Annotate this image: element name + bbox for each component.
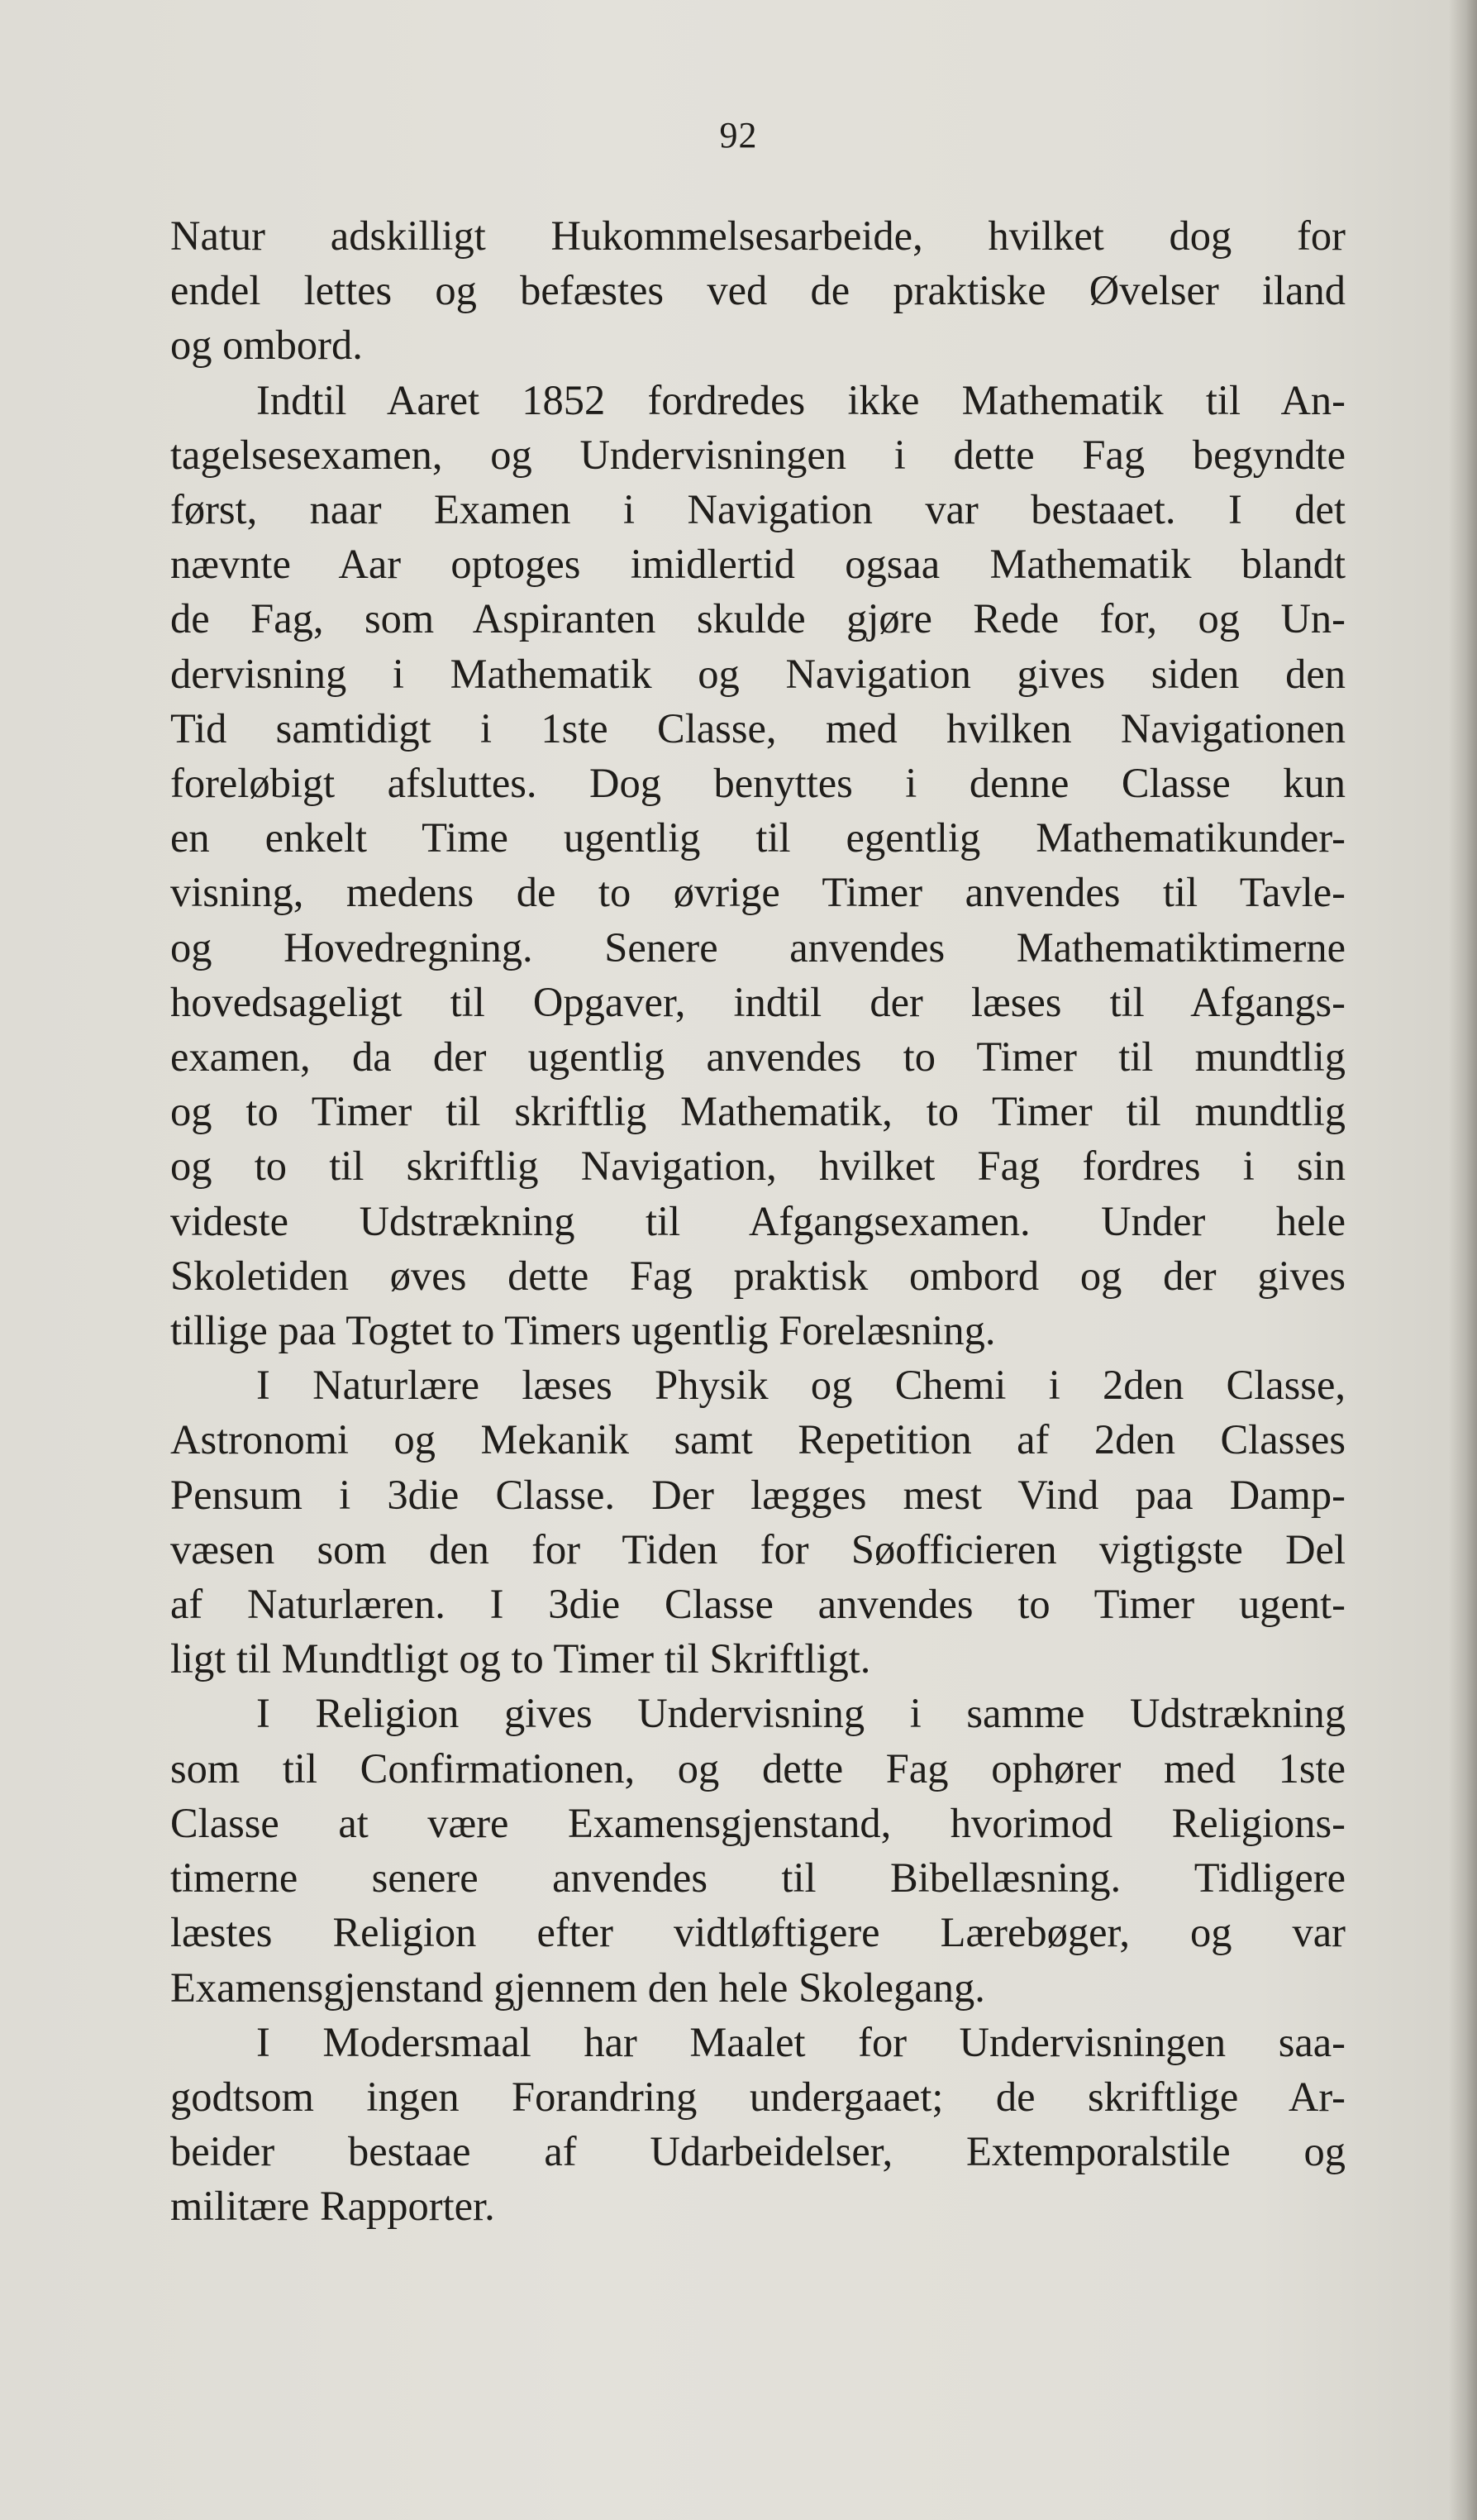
text-line: examen, da der ugentlig anvendes to Timer til mundtlig <box>170 1033 1346 1081</box>
text-line: først, naar Examen i Navigation var bestaaet. I det <box>170 486 1346 533</box>
text-line: af Naturlæren. I 3die Classe anvendes to Timer ugent- <box>170 1581 1346 1628</box>
text-line: endel lettes og befæstes ved de praktiske Øvelser iland <box>170 267 1346 314</box>
text-line: Pensum i 3die Classe. Der lægges mest Vind paa Damp- <box>170 1471 1346 1518</box>
text-line: Indtil Aaret 1852 fordredes ikke Mathematik til An- <box>256 376 1346 423</box>
text-line: Astronomi og Mekanik samt Repetition af 2den Classes <box>170 1416 1346 1463</box>
text-line: og ombord. <box>170 322 363 369</box>
text-line: og to Timer til skriftlig Mathematik, to Timer til mundtlig <box>170 1088 1346 1135</box>
text-line: Skoletiden øves dette Fag praktisk ombord og der gives <box>170 1252 1346 1299</box>
text-line: nævnte Aar optoges imidlertid ogsaa Mathematik blandt <box>170 541 1346 588</box>
text-line: læstes Religion efter vidtløftigere Lærebøger, og var <box>170 1909 1346 1956</box>
text-line: tillige paa Togtet to Timers ugentlig Forelæsning. <box>170 1307 996 1354</box>
text-line: I Modersmaal har Maalet for Undervisningen saa- <box>256 2018 1346 2065</box>
text-line: tagelsesexamen, og Undervisningen i dette Fag begyndte <box>170 431 1346 478</box>
text-line: ligt til Mundtligt og to Timer til Skriftligt. <box>170 1635 871 1682</box>
text-line: og Hovedregning. Senere anvendes Mathematiktimerne <box>170 924 1346 971</box>
text-line: godtsom ingen Forandring undergaaet; de skriftlige Ar- <box>170 2073 1346 2120</box>
text-line: dervisning i Mathematik og Navigation gives siden den <box>170 650 1346 697</box>
text-line: som til Confirmationen, og dette Fag ophører med 1ste <box>170 1744 1346 1792</box>
text-line: de Fag, som Aspiranten skulde gjøre Rede for, og Un- <box>170 595 1346 642</box>
text-line: militære Rapporter. <box>170 2183 495 2230</box>
text-line: en enkelt Time ugentlig til egentlig Mathematikunder- <box>170 814 1346 861</box>
text-line: I Naturlære læses Physik og Chemi i 2den Classe, <box>256 1362 1346 1409</box>
text-line: Classe at være Examensgjenstand, hvorimod Religions- <box>170 1799 1346 1846</box>
page-number: 92 <box>719 115 758 155</box>
page-edge-shadow <box>1449 0 1477 2520</box>
body-text <box>170 208 1346 2234</box>
text-line: Examensgjenstand gjennem den hele Skolegang. <box>170 1964 985 2011</box>
text-line: visning, medens de to øvrige Timer anvendes til Tavle- <box>170 869 1346 916</box>
text-line: Natur adskilligt Hukommelsesarbeide, hvilket dog for <box>170 212 1346 259</box>
text-line: beider bestaae af Udarbeidelser, Extemporalstile og <box>170 2128 1346 2175</box>
text-line: Tid samtidigt i 1ste Classe, med hvilken Navigationen <box>170 704 1346 752</box>
text-line: hovedsageligt til Opgaver, indtil der læses til Afgangs- <box>170 978 1346 1025</box>
text-line: timerne senere anvendes til Bibellæsning. Tidligere <box>170 1854 1346 1902</box>
text-line: væsen som den for Tiden for Søofficieren vigtigste Del <box>170 1525 1346 1573</box>
text-line: og to til skriftlig Navigation, hvilket Fag fordres i sin <box>170 1143 1346 1190</box>
text-line: foreløbigt afsluttes. Dog benyttes i denne Classe kun <box>170 760 1346 807</box>
text-line: videste Udstrækning til Afgangsexamen. Under hele <box>170 1197 1346 1244</box>
text-line: I Religion gives Undervisning i samme Udstrækning <box>256 1690 1346 1737</box>
